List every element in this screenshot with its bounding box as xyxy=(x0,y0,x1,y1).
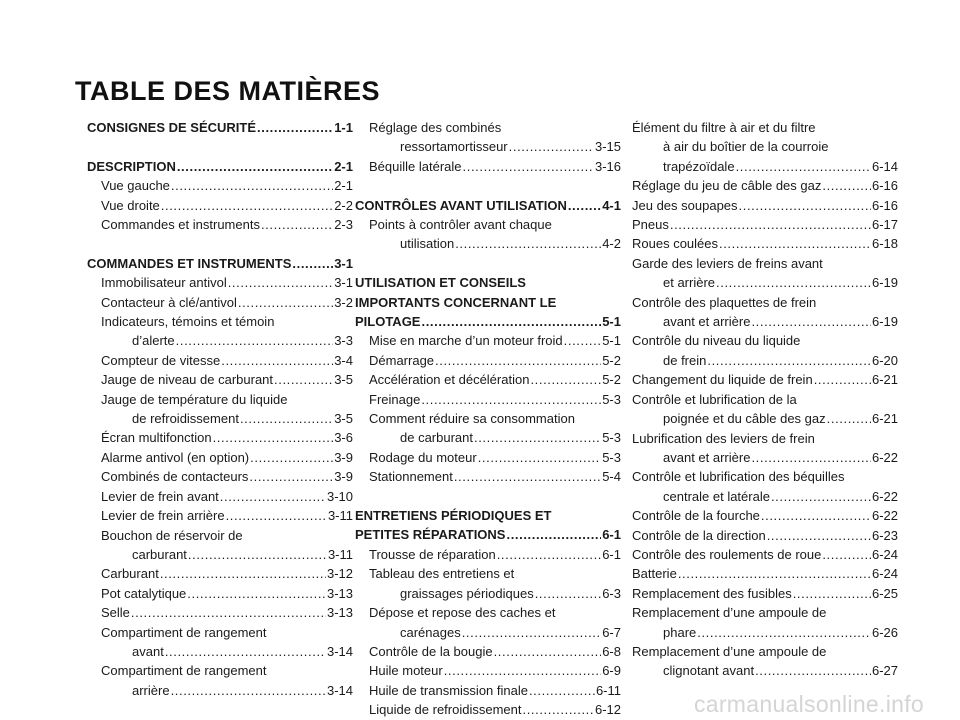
toc-entry-title: centrale et latérale xyxy=(663,488,770,504)
toc-entry xyxy=(87,273,353,292)
toc-entry-title: COMMANDES ET INSTRUMENTS xyxy=(87,255,292,271)
toc-entry-title: et arrière xyxy=(663,275,716,291)
toc-entry-title: Combinés de contacteurs xyxy=(101,469,249,485)
dot-leader xyxy=(707,351,871,370)
dot-leader xyxy=(478,448,602,467)
toc-entry-text: Comment réduire sa consommation xyxy=(369,411,575,427)
toc-page-number: 4-1 xyxy=(602,197,621,213)
toc-page-number: 4-2 xyxy=(602,236,621,252)
toc-entry-text: Réglage des combinés xyxy=(369,120,502,135)
toc-entry-title: CONSIGNES DE SÉCURITÉ xyxy=(87,120,257,135)
dot-leader xyxy=(228,273,333,292)
dot-leader xyxy=(494,642,602,661)
dot-leader xyxy=(444,661,602,680)
toc-entry xyxy=(87,506,353,525)
toc-entry xyxy=(87,196,353,215)
toc-page-number: 6-9 xyxy=(602,663,621,679)
toc-page-number: 6-19 xyxy=(871,314,898,330)
toc-entry-text: Points à contrôler avant chaque xyxy=(369,217,552,233)
dot-leader xyxy=(822,176,871,195)
toc-entry-title: Contrôle de la fourche xyxy=(632,508,760,524)
toc-entry-text: Remplacement d’une ampoule de xyxy=(632,605,827,621)
toc-entry xyxy=(632,157,898,176)
toc-entry xyxy=(87,642,353,661)
toc-entry-title: Contrôle des roulements de roue xyxy=(632,546,822,562)
toc-entry-title: Contacteur à clé/antivol xyxy=(101,294,237,310)
toc-entry xyxy=(632,176,898,195)
toc-entry xyxy=(355,157,621,176)
toc-page-number: 6-21 xyxy=(871,372,898,388)
section-spacer xyxy=(87,137,353,156)
toc-page-number: 3-6 xyxy=(334,430,353,446)
toc-page-number: 6-22 xyxy=(871,449,898,465)
toc-entry-text: Compartiment de rangement xyxy=(101,663,267,679)
dot-leader xyxy=(509,137,594,156)
toc-section-entry xyxy=(87,254,353,273)
dot-leader xyxy=(257,118,333,137)
toc-entry-text: Contrôle du niveau du liquide xyxy=(632,333,801,349)
toc-entry-text: à air du boîtier de la courroie xyxy=(663,139,829,155)
toc-entry-title: Immobilisateur antivol xyxy=(101,275,227,291)
toc-page-number: 6-22 xyxy=(871,488,898,504)
toc-page-number: 6-7 xyxy=(602,624,621,640)
toc-page-number: 3-10 xyxy=(326,488,353,504)
toc-entry-title: ressortamortisseur xyxy=(400,139,508,155)
toc-entry xyxy=(632,273,898,292)
dot-leader xyxy=(678,564,871,583)
toc-page-number: 3-5 xyxy=(334,372,353,388)
dot-leader xyxy=(822,545,871,564)
toc-page-number: 2-3 xyxy=(334,217,353,233)
toc-entry-text: Contrôle et lubrification des béquilles xyxy=(632,469,845,485)
toc-entry xyxy=(87,681,353,700)
toc-entry-title: carburant xyxy=(132,546,187,562)
toc-column-3 xyxy=(632,118,898,681)
toc-entry xyxy=(632,234,898,253)
dot-leader xyxy=(213,428,334,447)
dot-leader xyxy=(240,409,333,428)
toc-section-entry xyxy=(87,157,353,176)
toc-entry xyxy=(632,215,898,234)
toc-section-heading: IMPORTANTS CONCERNANT LE xyxy=(355,294,557,310)
toc-entry xyxy=(87,215,353,234)
toc-page-number: 3-11 xyxy=(327,546,353,562)
dot-leader xyxy=(165,642,326,661)
dot-leader xyxy=(226,506,327,525)
toc-page-number: 3-1 xyxy=(334,275,353,291)
dot-leader xyxy=(497,545,602,564)
toc-entry-title: PETITES RÉPARATIONS xyxy=(355,527,506,543)
page-title: TABLE DES MATIÈRES xyxy=(75,76,381,106)
toc-entry xyxy=(355,661,621,680)
toc-entry xyxy=(632,564,898,583)
toc-entry-text: Dépose et repose des caches et xyxy=(369,605,556,621)
toc-page-number: 5-3 xyxy=(602,449,621,465)
toc-entry xyxy=(632,623,898,642)
toc-page-number: 3-2 xyxy=(334,294,353,310)
toc-page-number: 6-18 xyxy=(871,236,898,252)
toc-entry-title: Contrôle de la direction xyxy=(632,527,766,543)
toc-entry-title: Mise en marche d’un moteur froid xyxy=(369,333,563,349)
dot-leader xyxy=(767,526,871,545)
dot-leader xyxy=(530,370,601,389)
section-spacer xyxy=(355,254,621,273)
toc-page-number: 3-14 xyxy=(326,643,353,659)
toc-entry xyxy=(355,623,621,642)
toc-entry-title: utilisation xyxy=(400,236,455,252)
toc-page-number: 6-21 xyxy=(871,411,898,427)
toc-entry-title: Accélération et décélération xyxy=(369,372,530,388)
toc-page-number: 3-15 xyxy=(594,139,621,155)
toc-entry xyxy=(87,584,353,603)
toc-entry-title: Vue droite xyxy=(101,197,160,213)
dot-leader xyxy=(697,623,871,642)
toc-entry xyxy=(355,428,621,447)
toc-entry-title: poignée et du câble des gaz xyxy=(663,411,826,427)
dot-leader xyxy=(161,196,333,215)
dot-leader xyxy=(435,351,601,370)
toc-page-number: 3-9 xyxy=(334,449,353,465)
dot-leader xyxy=(238,293,333,312)
toc-page-number: 2-1 xyxy=(334,178,353,194)
toc-entry-title: avant et arrière xyxy=(663,449,751,465)
toc-entry-title: graissages périodiques xyxy=(400,585,534,601)
dot-leader xyxy=(171,176,333,195)
toc-entry-title: Écran multifonction xyxy=(101,430,212,446)
toc-page-number: 6-1 xyxy=(602,527,621,543)
toc-section-entry xyxy=(355,312,621,331)
toc-entry xyxy=(632,448,898,467)
toc-entry-title: Vue gauche xyxy=(101,178,170,194)
toc-column-2 xyxy=(355,118,621,720)
toc-entry-text: Compartiment de rangement xyxy=(101,624,267,640)
toc-page-number: 5-1 xyxy=(602,314,621,330)
dot-leader xyxy=(261,215,333,234)
dot-leader xyxy=(455,234,601,253)
toc-entry-title: Batterie xyxy=(632,566,677,582)
toc-entry xyxy=(87,176,353,195)
toc-entry-text: Contrôle des plaquettes de frein xyxy=(632,294,817,310)
toc-page-number: 6-24 xyxy=(871,546,898,562)
dot-leader xyxy=(564,331,602,350)
toc-entry-text: Indicateurs, témoins et témoin xyxy=(101,314,275,330)
toc-entry-title: PILOTAGE xyxy=(355,314,421,330)
toc-entry xyxy=(355,467,621,486)
toc-page-number: 6-20 xyxy=(871,352,898,368)
toc-page-number: 5-2 xyxy=(602,352,621,368)
toc-page-number: 5-2 xyxy=(602,372,621,388)
toc-entry xyxy=(355,234,621,253)
toc-entry-title: Commandes et instruments xyxy=(101,217,260,233)
section-spacer xyxy=(87,234,353,253)
toc-page-number: 6-16 xyxy=(871,197,898,213)
toc-page-number: 6-3 xyxy=(602,585,621,601)
dot-leader xyxy=(250,448,333,467)
dot-leader xyxy=(522,700,593,719)
dot-leader xyxy=(160,564,326,583)
toc-entry-title: Alarme antivol (en option) xyxy=(101,449,250,465)
toc-entry xyxy=(355,137,621,156)
toc-page-number: 5-1 xyxy=(602,333,621,349)
toc-entry xyxy=(87,487,353,506)
dot-leader xyxy=(131,603,326,622)
toc-entry-text: Contrôle et lubrification de la xyxy=(632,391,797,407)
toc-column-1 xyxy=(87,118,353,700)
toc-entry xyxy=(355,700,621,719)
toc-entry xyxy=(632,506,898,525)
toc-entry-title: Jauge de niveau de carburant xyxy=(101,372,274,388)
toc-entry-text: Élément du filtre à air et du filtre xyxy=(632,120,816,135)
toc-page-number: 6-23 xyxy=(871,527,898,543)
toc-entry-title: Rodage du moteur xyxy=(369,449,477,465)
toc-entry-title: Changement du liquide de frein xyxy=(632,372,813,388)
watermark-text: carmanualsonline.info xyxy=(693,691,924,717)
dot-leader xyxy=(421,312,601,331)
toc-entry-title: phare xyxy=(663,624,697,640)
dot-leader xyxy=(535,584,602,603)
toc-entry xyxy=(632,312,898,331)
toc-section-entry xyxy=(87,118,353,137)
section-spacer xyxy=(355,487,621,506)
dot-leader xyxy=(827,409,871,428)
toc-entry-title: Roues coulées xyxy=(632,236,718,252)
dot-leader xyxy=(716,273,871,292)
toc-entry-title: CONTRÔLES AVANT UTILISATION xyxy=(355,197,567,213)
dot-leader xyxy=(506,525,601,544)
toc-entry xyxy=(87,351,353,370)
toc-page-number: 6-16 xyxy=(871,178,898,194)
toc-page-number: 3-16 xyxy=(594,158,621,174)
toc-page-number: 3-3 xyxy=(334,333,353,349)
dot-leader xyxy=(171,681,326,700)
toc-page-number: 2-1 xyxy=(334,158,353,174)
toc-page-number: 6-8 xyxy=(602,643,621,659)
dot-leader xyxy=(462,623,601,642)
toc-entry-title: Démarrage xyxy=(369,352,435,368)
dot-leader xyxy=(249,467,333,486)
toc-entry xyxy=(355,448,621,467)
toc-entry-title: Stationnement xyxy=(369,469,453,485)
toc-page-number: 3-4 xyxy=(334,352,353,368)
toc-entry xyxy=(355,370,621,389)
dot-leader xyxy=(177,157,333,176)
toc-entry xyxy=(87,564,353,583)
toc-entry-title: DESCRIPTION xyxy=(87,158,176,174)
toc-page-number: 3-13 xyxy=(326,605,353,621)
toc-entry xyxy=(632,584,898,603)
toc-page-number: 6-19 xyxy=(871,275,898,291)
toc-entry xyxy=(355,681,621,700)
toc-entry-text: Bouchon de réservoir de xyxy=(101,527,243,543)
toc-page-number: 3-14 xyxy=(326,682,353,698)
toc-entry-title: Selle xyxy=(101,605,130,621)
dot-leader xyxy=(761,506,871,525)
toc-entry xyxy=(355,642,621,661)
toc-page-number: 5-4 xyxy=(602,469,621,485)
toc-entry-title: arrière xyxy=(132,682,170,698)
dot-leader xyxy=(176,331,334,350)
toc-entry-title: Huile de transmission finale xyxy=(369,682,528,698)
toc-section-heading: UTILISATION ET CONSEILS xyxy=(355,275,526,291)
toc-entry xyxy=(355,545,621,564)
toc-entry xyxy=(632,196,898,215)
toc-entry xyxy=(355,390,621,409)
toc-entry xyxy=(87,409,353,428)
toc-page-number: 6-25 xyxy=(871,585,898,601)
dot-leader xyxy=(220,487,326,506)
dot-leader xyxy=(474,428,601,447)
toc-entry-title: avant xyxy=(132,643,164,659)
toc-entry xyxy=(87,448,353,467)
toc-entry-title: de refroidissement xyxy=(132,411,239,427)
toc-entry-title: Jeu des soupapes xyxy=(632,197,738,213)
toc-page-number: 3-5 xyxy=(334,411,353,427)
toc-entry-title: trapézoïdale xyxy=(663,158,735,174)
toc-entry xyxy=(87,545,353,564)
toc-page-number: 3-13 xyxy=(326,585,353,601)
toc-page-number: 6-12 xyxy=(594,702,621,718)
toc-entry xyxy=(632,487,898,506)
dot-leader xyxy=(771,487,871,506)
toc-entry xyxy=(355,351,621,370)
toc-entry xyxy=(87,370,353,389)
dot-leader xyxy=(755,661,871,680)
toc-entry-title: clignotant avant xyxy=(663,663,755,679)
toc-page-number: 3-9 xyxy=(334,469,353,485)
toc-entry xyxy=(87,467,353,486)
toc-entry-title: de carburant xyxy=(400,430,473,446)
dot-leader xyxy=(187,584,326,603)
toc-page-number: 1-1 xyxy=(334,120,353,135)
toc-entry xyxy=(632,526,898,545)
dot-leader xyxy=(463,157,594,176)
toc-entry xyxy=(632,661,898,680)
toc-entry-title: Carburant xyxy=(101,566,159,582)
toc-entry-title: Béquille latérale xyxy=(369,158,462,174)
toc-entry-title: Remplacement des fusibles xyxy=(632,585,792,601)
toc-entry-title: Huile moteur xyxy=(369,663,443,679)
toc-page-number: 6-14 xyxy=(871,158,898,174)
toc-entry xyxy=(355,331,621,350)
toc-page-number: 3-11 xyxy=(327,508,353,524)
toc-entry-title: Trousse de réparation xyxy=(369,546,496,562)
dot-leader xyxy=(421,390,601,409)
toc-entry-title: Réglage du jeu de câble des gaz xyxy=(632,178,822,194)
toc-page-number: 6-22 xyxy=(871,508,898,524)
toc-entry xyxy=(87,428,353,447)
toc-entry-title: d’alerte xyxy=(132,333,175,349)
toc-page-number: 6-1 xyxy=(602,546,621,562)
toc-entry xyxy=(632,409,898,428)
toc-entry-title: Levier de frein arrière xyxy=(101,508,225,524)
dot-leader xyxy=(568,196,601,215)
dot-leader xyxy=(274,370,333,389)
toc-section-entry xyxy=(355,196,621,215)
toc-page-number: 6-17 xyxy=(871,217,898,233)
toc-page-number: 6-24 xyxy=(871,566,898,582)
toc-entry xyxy=(632,545,898,564)
toc-page-number: 6-27 xyxy=(871,663,898,679)
toc-entry-text: Jauge de température du liquide xyxy=(101,391,288,407)
toc-section-entry xyxy=(355,525,621,544)
dot-leader xyxy=(739,196,871,215)
toc-entry-text: Tableau des entretiens et xyxy=(369,566,515,582)
toc-entry-title: de frein xyxy=(663,352,707,368)
toc-entry-title: avant et arrière xyxy=(663,314,751,330)
toc-page-number: 5-3 xyxy=(602,430,621,446)
toc-entry-title: Compteur de vitesse xyxy=(101,352,221,368)
dot-leader xyxy=(751,448,871,467)
toc-page-number: 6-26 xyxy=(871,624,898,640)
toc-page-number: 5-3 xyxy=(602,391,621,407)
toc-entry-text: Lubrification des leviers de frein xyxy=(632,430,815,446)
toc-page-number: 6-11 xyxy=(595,682,621,698)
toc-entry xyxy=(355,584,621,603)
toc-page-number: 3-12 xyxy=(326,566,353,582)
toc-entry-title: Levier de frein avant xyxy=(101,488,219,504)
toc-entry-title: Pot catalytique xyxy=(101,585,187,601)
toc-entry-title: Pneus xyxy=(632,217,669,233)
toc-entry xyxy=(87,293,353,312)
dot-leader xyxy=(454,467,601,486)
dot-leader xyxy=(814,370,871,389)
toc-page-number: 3-1 xyxy=(334,255,353,271)
toc-section-heading: ENTRETIENS PÉRIODIQUES ET xyxy=(355,508,552,524)
dot-leader xyxy=(736,157,871,176)
toc-entry-title: Freinage xyxy=(369,391,421,407)
dot-leader xyxy=(292,254,333,273)
toc-entry-title: Contrôle de la bougie xyxy=(369,643,493,659)
toc-entry-text: Garde des leviers de freins avant xyxy=(632,255,823,271)
toc-entry-title: carénages xyxy=(400,624,461,640)
dot-leader xyxy=(670,215,871,234)
toc-entry-title: Liquide de refroidissement xyxy=(369,702,522,718)
dot-leader xyxy=(793,584,871,603)
toc-entry xyxy=(632,351,898,370)
dot-leader xyxy=(529,681,595,700)
toc-entry xyxy=(632,370,898,389)
dot-leader xyxy=(751,312,871,331)
section-spacer xyxy=(355,176,621,195)
dot-leader xyxy=(719,234,871,253)
toc-page-number: 2-2 xyxy=(334,197,353,213)
dot-leader xyxy=(188,545,327,564)
toc-entry xyxy=(87,331,353,350)
dot-leader xyxy=(221,351,333,370)
toc-entry xyxy=(87,603,353,622)
toc-entry-text: Remplacement d’une ampoule de xyxy=(632,643,827,659)
